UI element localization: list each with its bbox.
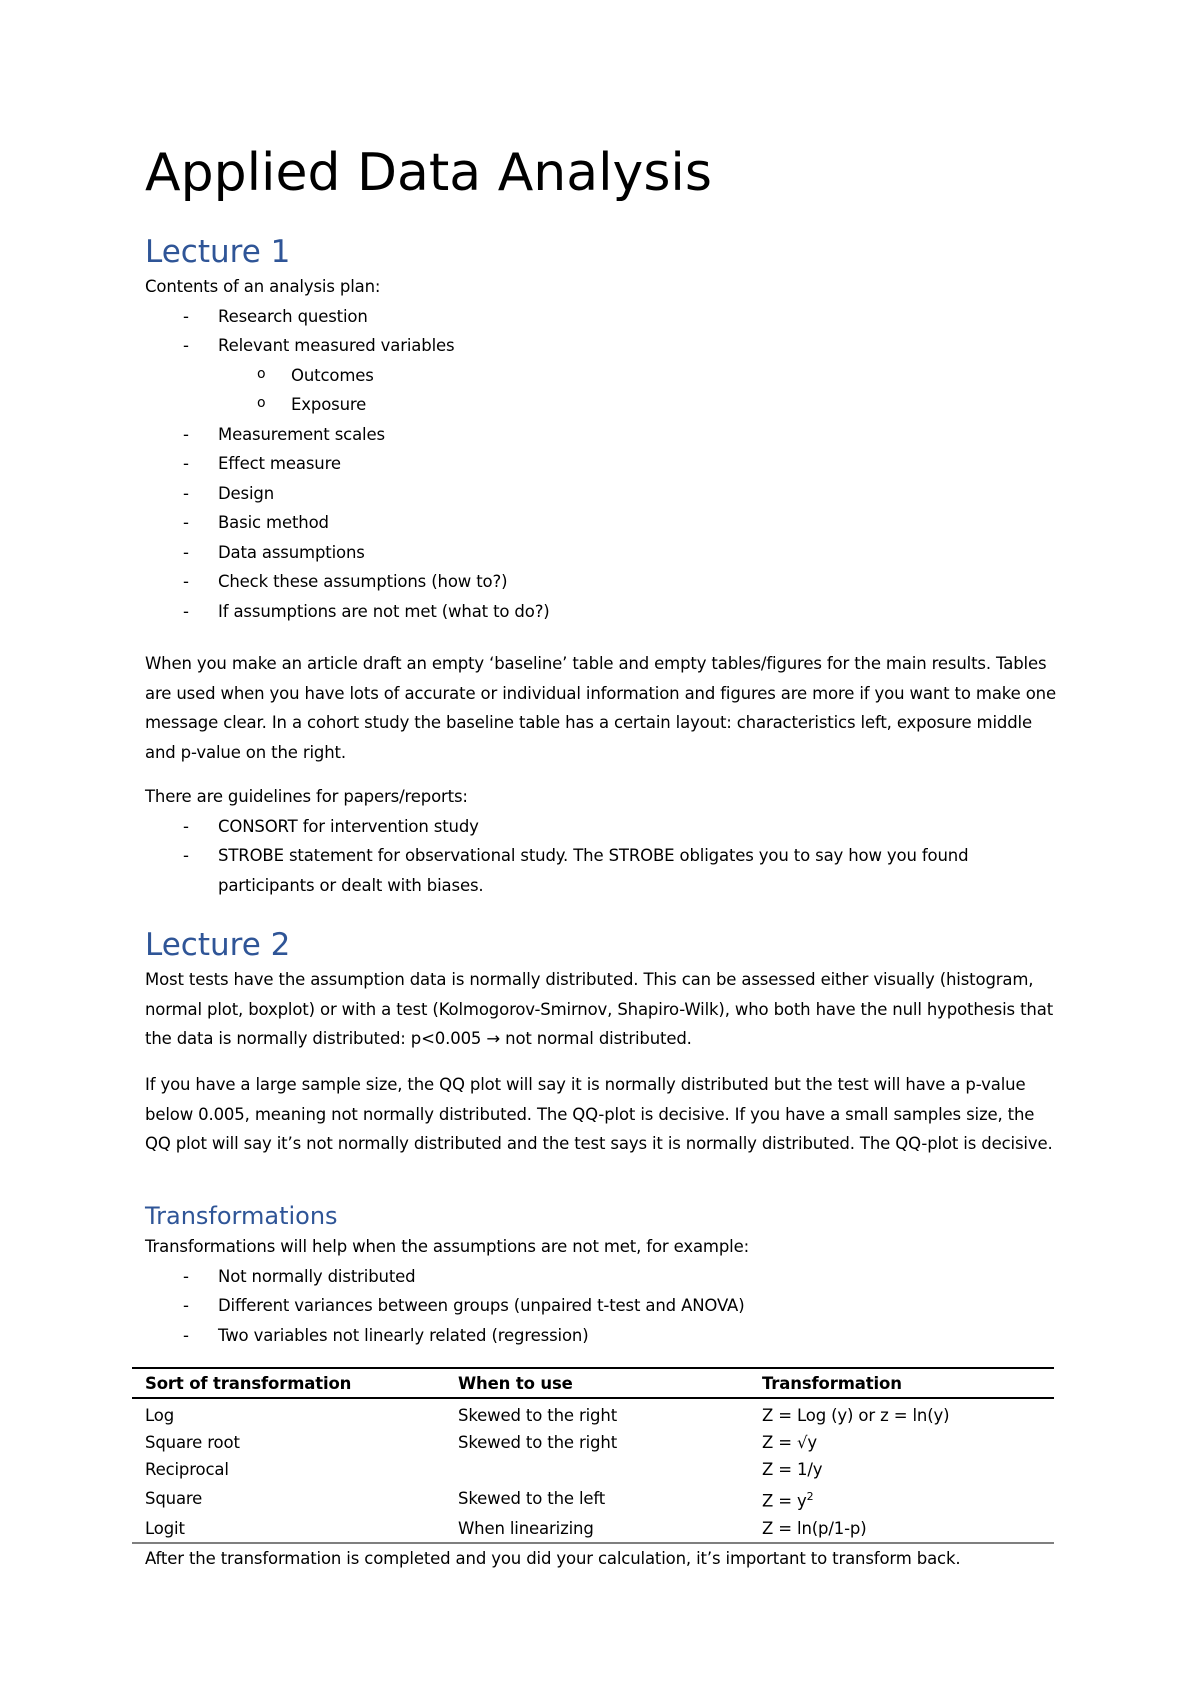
table-cell: Square root: [145, 1433, 240, 1452]
table-header-row: [132, 1368, 1054, 1398]
list-item: - Not normally distributed: [183, 1266, 416, 1286]
table-cell: Skewed to the left: [458, 1489, 606, 1509]
transformations-table: [132, 1367, 1054, 1544]
table-cell: When linearizing: [445, 1515, 749, 1543]
list-item: - STROBE statement for observational study. The STROBE obligates you to say how you found participants or dealt with biases.: [183, 846, 969, 895]
normality-paragraph: Most tests have the assumption data is normally distributed. This can be assessed either visually (histogram, normal plot, boxplot) or with a test (Kolmogorov-Smirnov, Shapiro-Wilk), who both have the null hypothesis that the data is normally distributed: p<0.005 → not normal distributed.: [145, 970, 1054, 1048]
list-item: - If assumptions are not met (what to do?): [183, 601, 550, 621]
list-item: - Different variances between groups (unpaired t-test and ANOVA): [183, 1296, 745, 1315]
table-row: [132, 1515, 1054, 1543]
table-row: [132, 1429, 1054, 1456]
column-header: Sort of transformation: [132, 1368, 445, 1398]
table-cell: Log: [145, 1406, 175, 1425]
lecture-1-section: [145, 232, 1065, 626]
list-item: - CONSORT for intervention study: [183, 816, 479, 836]
list-item: - Two variables not linearly related (regression): [183, 1325, 589, 1345]
column-header: When to use: [445, 1368, 749, 1398]
table-cell: [445, 1456, 749, 1483]
transformations-table-wrapper: [145, 1367, 1065, 1573]
lecture-1-heading: Lecture 1: [145, 234, 291, 270]
table-cell: Logit: [132, 1515, 445, 1543]
table-cell: Z = 1/y: [762, 1460, 823, 1479]
table-cell: Z = ln(p/1-p): [749, 1515, 1054, 1543]
transformations-heading: Transformations: [145, 1202, 338, 1230]
guidelines-section: [145, 782, 1065, 900]
table-cell: Square: [145, 1489, 203, 1509]
list-item: - Relevant measured variables: [183, 336, 455, 355]
exponent: 2: [806, 1490, 814, 1503]
formula-text: Z = y: [762, 1491, 807, 1511]
list-item: - Effect measure: [183, 454, 341, 473]
lecture-2-section: [145, 925, 1065, 1054]
analysis-plan-intro: Contents of an analysis plan:: [145, 277, 381, 296]
transformations-intro: Transformations will help when the assumptions are not met, for example:: [145, 1237, 750, 1256]
list-item: - Design: [183, 483, 275, 503]
table-cell: [749, 1483, 1054, 1515]
guidelines-list: [145, 812, 1065, 901]
table-cell: Skewed to the right: [458, 1433, 618, 1452]
table-cell: Z = √y: [762, 1433, 817, 1452]
list-item: o Outcomes: [257, 365, 374, 385]
list-item: - Research question: [183, 306, 368, 326]
variables-sublist: [145, 361, 1065, 420]
lecture-2-heading: Lecture 2: [145, 927, 291, 963]
table-row: [132, 1456, 1054, 1483]
closing-note: After the transformation is completed and you did your calculation, it’s important to transform back.: [145, 1548, 961, 1568]
list-item: - Data assumptions: [183, 542, 365, 562]
list-item: - Check these assumptions (how to?): [183, 572, 508, 591]
baseline-table-paragraph: When you make an article draft an empty ‘baseline’ table and empty tables/figures for the main results. Tables are used when you have lots of accurate or individual information and figures are more if you want to make one message clear. In a cohort study the baseline table has a certain layout: characteristics left, exposure middle and p-value on the right.: [145, 654, 1056, 762]
document-title: Applied Data Analysis: [145, 143, 712, 203]
guidelines-intro: There are guidelines for papers/reports:: [145, 787, 468, 806]
list-item: o Exposure: [257, 395, 367, 414]
list-item: - Measurement scales: [183, 424, 385, 444]
analysis-plan-list-continued: [145, 420, 1065, 627]
table-cell: Reciprocal: [145, 1460, 229, 1479]
column-header: Transformation: [749, 1368, 1054, 1398]
transformations-list: [145, 1262, 1065, 1351]
table-cell: Z = Log (y) or z = ln(y): [762, 1406, 950, 1425]
table-row: [132, 1398, 1054, 1429]
table-row: [132, 1483, 1054, 1515]
list-item: - Basic method: [183, 513, 329, 532]
analysis-plan-list: [145, 302, 1065, 361]
qq-plot-paragraph: If you have a large sample size, the QQ plot will say it is normally distributed but the test will have a p-value below 0.005, meaning not normally distributed. The QQ-plot is decisive. If you have a small samples size, the QQ plot will say it’s not normally distributed and the test says it is normally distributed. The QQ-plot is decisive.: [145, 1075, 1053, 1153]
table-cell: Skewed to the right: [458, 1406, 618, 1425]
transformations-section: [145, 1200, 1065, 1350]
